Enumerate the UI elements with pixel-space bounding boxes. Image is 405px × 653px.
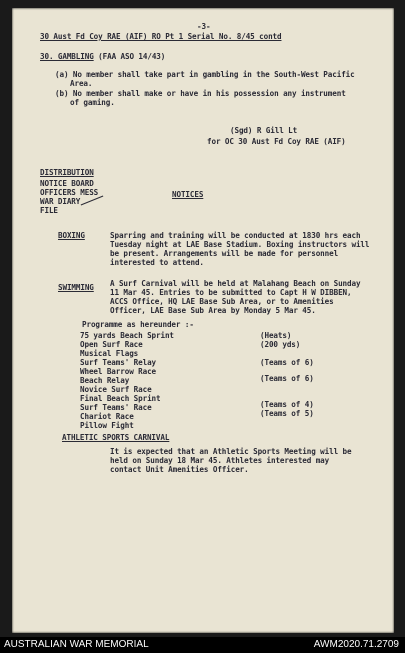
document-page: [12, 8, 394, 633]
distribution-item: OFFICERS MESS: [40, 188, 99, 197]
boxing-heading: BOXING: [58, 231, 85, 240]
distribution-heading: DISTRIBUTION: [40, 168, 94, 177]
programme-event: Pillow Fight: [80, 421, 134, 430]
swimming-line: Officer, LAE Base Sub Area by Monday 5 Mar 45.: [110, 306, 316, 315]
notices-heading: NOTICES: [172, 190, 204, 199]
distribution-item: FILE: [40, 206, 58, 215]
gambling-item-b-line-2: of gaming.: [70, 98, 115, 107]
programme-heading: Programme as hereunder :-: [82, 320, 194, 329]
document-body: [12, 8, 394, 633]
programme-event: Final Beach Sprint: [80, 394, 161, 403]
institution-name: AUSTRALIAN WAR MEMORIAL: [4, 639, 149, 650]
boxing-line: be present. Arrangements will be made for personnel: [110, 249, 339, 258]
athletic-line: contact Unit Amenities Officer.: [110, 465, 249, 474]
swimming-heading: SWIMMING: [58, 283, 94, 292]
gambling-item-b-line-1: (b) No member shall make or have in his possession any instrument: [55, 89, 346, 98]
programme-event: Beach Relay: [80, 376, 130, 385]
programme-event: Chariot Race: [80, 412, 134, 421]
boxing-line: Tuesday night at LAE Base Stadium. Boxing instructors will: [110, 240, 370, 249]
accession-number: AWM2020.71.2709: [313, 639, 399, 650]
gambling-heading: 30. GAMBLING: [40, 52, 94, 61]
archive-footer: [0, 637, 405, 653]
programme-event: Musical Flags: [80, 349, 139, 358]
programme-event: 75 yards Beach Sprint: [80, 331, 174, 340]
gambling-section: [40, 52, 165, 61]
swimming-line: ACCS Office, HQ LAE Base Sub Area, or to Amenities: [110, 297, 334, 306]
swimming-line: 11 Mar 45. Entries to be submitted to Capt H W DIBBEN,: [110, 288, 352, 297]
distribution-item: WAR DIARY: [40, 197, 81, 206]
programme-event: Surf Teams' Race: [80, 403, 152, 412]
athletic-heading: ATHLETIC SPORTS CARNIVAL: [62, 433, 170, 442]
programme-event-note: (Heats): [260, 331, 292, 340]
programme-event-note: (Teams of 6): [260, 358, 314, 367]
boxing-line: interested to attend.: [110, 258, 204, 267]
athletic-line: held on Sunday 18 Mar 45. Athletes interested may: [110, 456, 330, 465]
signature-line-1: (Sgd) R Gill Lt: [230, 126, 298, 135]
gambling-item-a-line-1: (a) No member shall take part in gambling in the South-West Pacific: [55, 70, 355, 79]
signature-line-2: for OC 30 Aust Fd Coy RAE (AIF): [207, 137, 346, 146]
boxing-line: Sparring and training will be conducted at 1830 hrs each: [110, 231, 361, 240]
programme-event-note: (Teams of 4): [260, 400, 314, 409]
programme-event: Novice Surf Race: [80, 385, 152, 394]
programme-event-note: (200 yds): [260, 340, 301, 349]
programme-event: Surf Teams' Relay: [80, 358, 157, 367]
document-header: 30 Aust Fd Coy RAE (AIF) RO Pt 1 Serial No. 8/45 contd: [40, 32, 282, 41]
programme-event: Open Surf Race: [80, 340, 143, 349]
distribution-item: NOTICE BOARD: [40, 179, 94, 188]
gambling-reference: (FAA ASO 14/43): [98, 52, 166, 61]
page-number: -3-: [197, 22, 211, 31]
programme-event-note: (Teams of 6): [260, 374, 314, 383]
programme-event-note: (Teams of 5): [260, 409, 314, 418]
programme-event: Wheel Barrow Race: [80, 367, 157, 376]
swimming-line: A Surf Carnival will be held at Malahang Beach on Sunday: [110, 279, 361, 288]
pen-stroke: [81, 196, 104, 206]
athletic-line: It is expected that an Athletic Sports Meeting will be: [110, 447, 352, 456]
gambling-item-a-line-2: Area.: [70, 79, 93, 88]
